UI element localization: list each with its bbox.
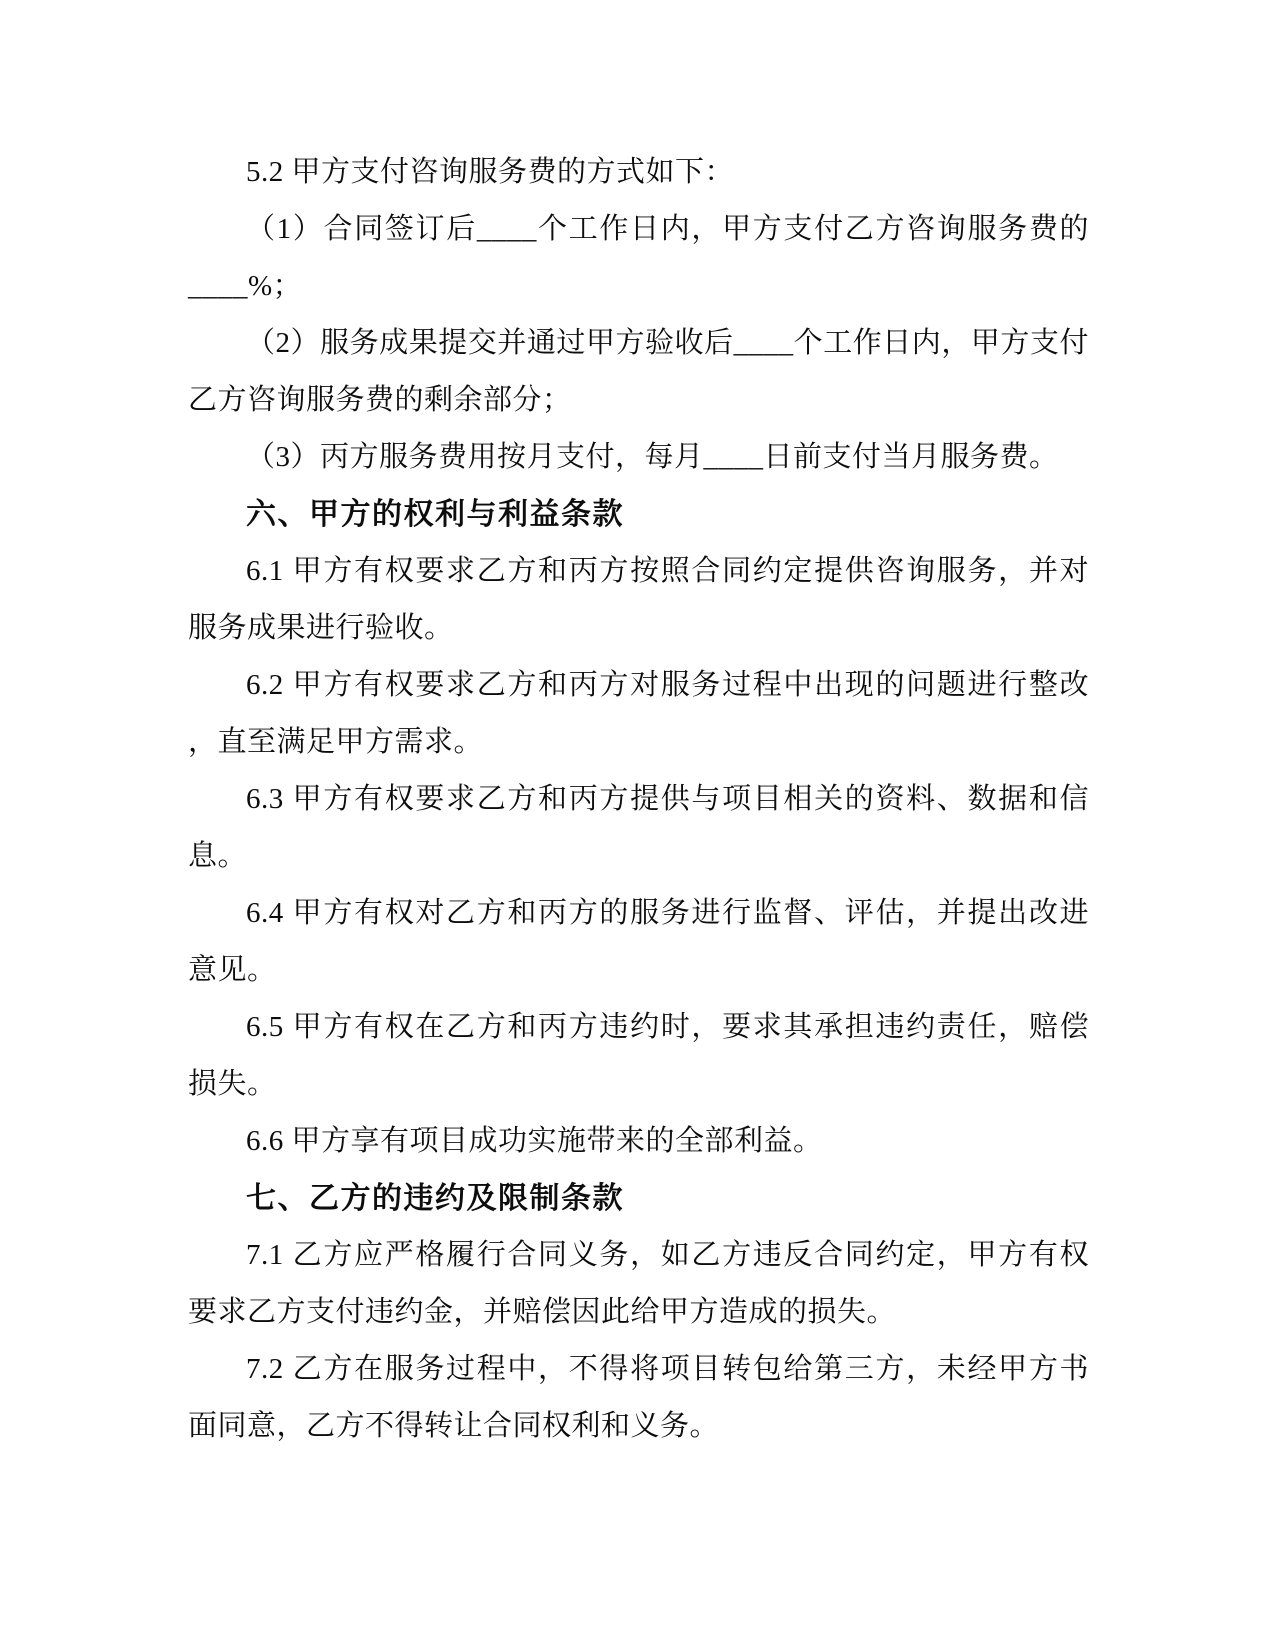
text-line: 服务成果进行验收。	[188, 612, 454, 644]
text-line: 6.3 甲方有权要求乙方和丙方提供与项目相关的资料、数据和信	[246, 783, 1089, 815]
text-line: 意见。	[188, 954, 277, 986]
text-line: 乙方咨询服务费的剩余部分；	[188, 384, 572, 416]
document-content	[188, 144, 1089, 1455]
text-line: （3）丙方服务费用按月支付，每月____日前支付当月服务费。	[246, 441, 1059, 473]
text-line: 6.1 甲方有权要求乙方和丙方按照合同约定提供咨询服务，并对	[246, 555, 1089, 587]
text-line: 6.5 甲方有权在乙方和丙方违约时，要求其承担违约责任，赔偿	[246, 1011, 1089, 1043]
text-line: （1）合同签订后____个工作日内，甲方支付乙方咨询服务费的	[246, 213, 1089, 245]
text-line: ____%；	[188, 270, 303, 302]
text-line: 要求乙方支付违约金，并赔偿因此给甲方造成的损失。	[188, 1296, 897, 1328]
text-line: 损失。	[188, 1068, 277, 1100]
text-line: 6.2 甲方有权要求乙方和丙方对服务过程中出现的问题进行整改	[246, 669, 1089, 701]
text-line: 7.1 乙方应严格履行合同义务，如乙方违反合同约定，甲方有权	[246, 1239, 1089, 1271]
text-line: （2）服务成果提交并通过甲方验收后____个工作日内，甲方支付	[246, 327, 1089, 359]
section-heading: 六、甲方的权利与利益条款	[246, 498, 624, 531]
section-heading: 七、乙方的违约及限制条款	[246, 1182, 624, 1215]
text-line: 6.6 甲方享有项目成功实施带来的全部利益。	[246, 1125, 823, 1157]
text-line: 6.4 甲方有权对乙方和丙方的服务进行监督、评估，并提出改进	[246, 897, 1089, 929]
text-line: 面同意，乙方不得转让合同权利和义务。	[188, 1410, 720, 1442]
text-line: 7.2 乙方在服务过程中，不得将项目转包给第三方，未经甲方书	[246, 1353, 1089, 1385]
text-line: ，直至满足甲方需求。	[188, 726, 484, 758]
text-line: 息。	[188, 840, 248, 872]
text-line: 5.2 甲方支付咨询服务费的方式如下：	[246, 156, 735, 188]
